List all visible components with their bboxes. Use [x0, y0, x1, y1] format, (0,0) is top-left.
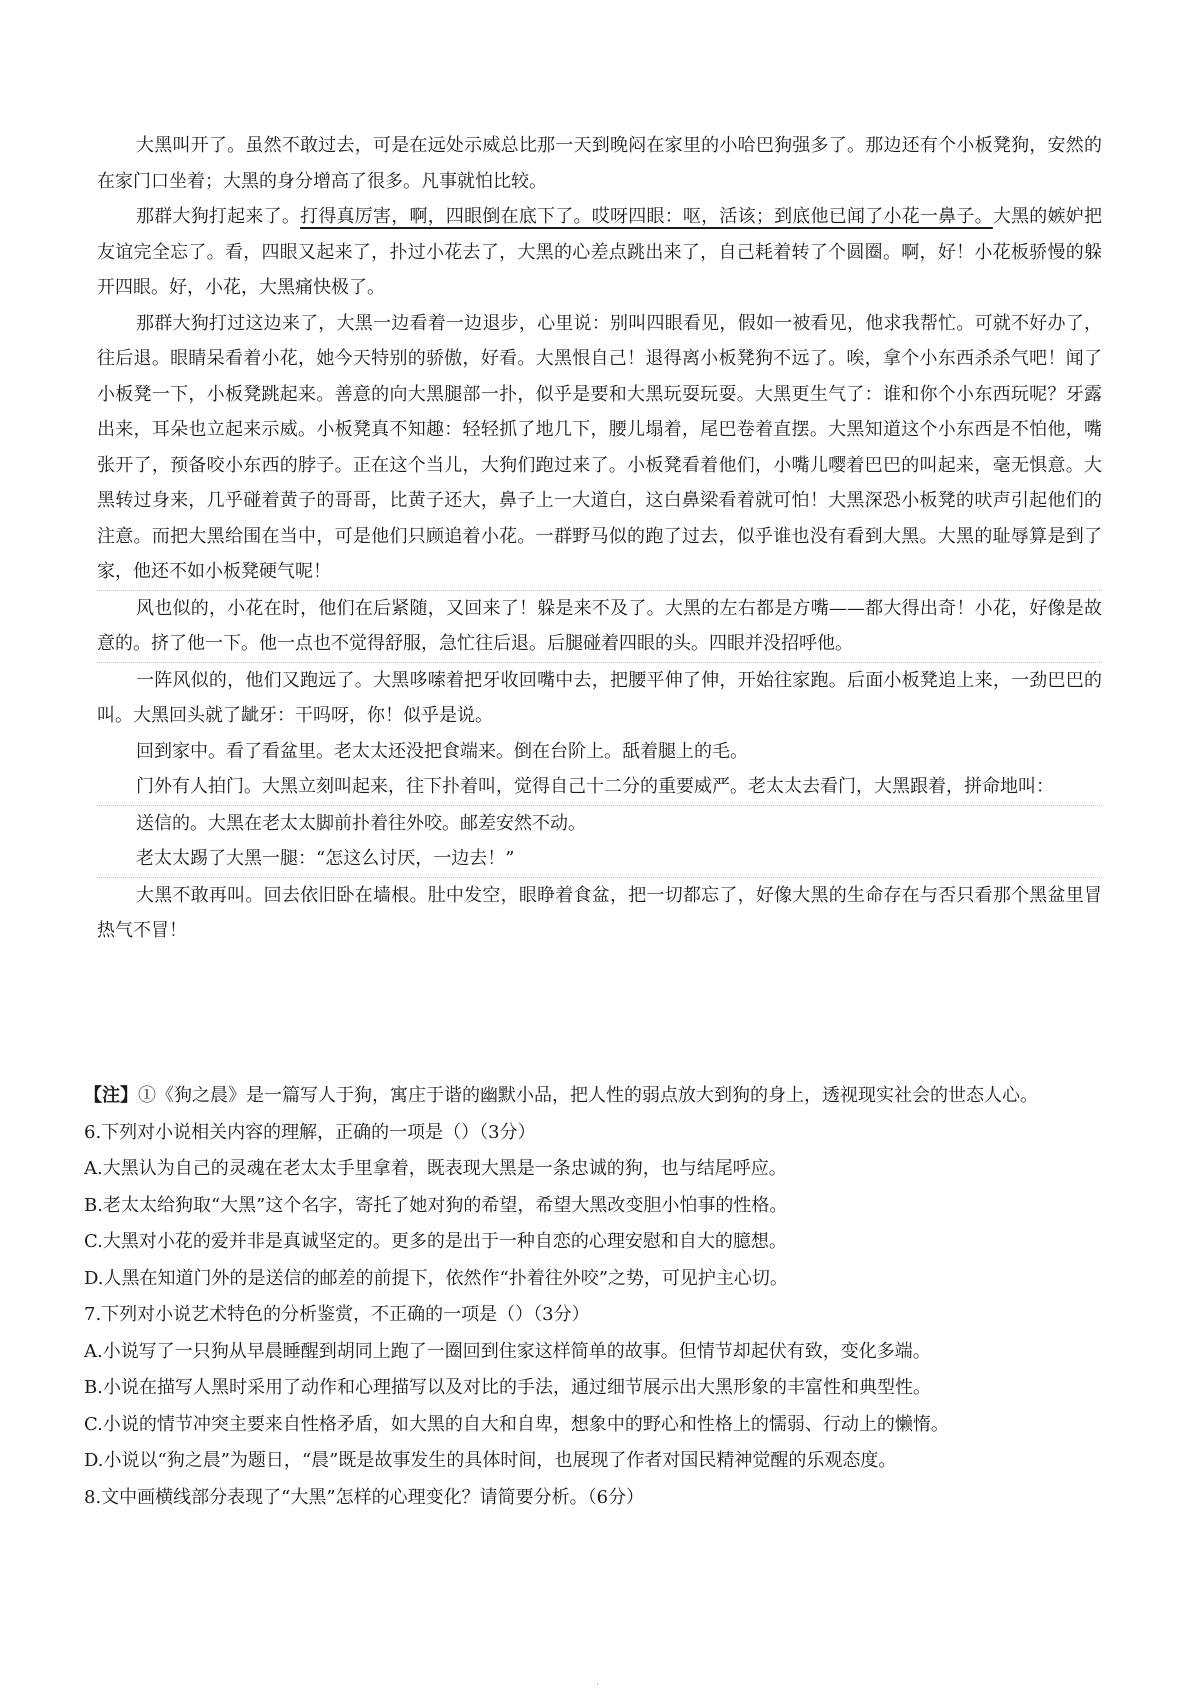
question-option: C.小说的情节冲突主要来自性格矛盾，如大黑的自大和自卑，想象中的野心和性格上的懦弱、行动上的懒惰。: [84, 1413, 949, 1435]
question-option: D.人黑在知道门外的是送信的邮差的前提下，依然作“扑着往外咬”之势，可见护主心切。: [84, 1267, 788, 1289]
footer-mark: ·: [596, 1680, 600, 1691]
question-option: B.老太太给狗取“大黑”这个名字，寄托了她对狗的希望，希望大黑改变胆小怕事的性格。: [84, 1194, 788, 1216]
passage-paragraph: 老太太踢了大黑一腿：“怎这么讨厌，一边去！”: [136, 848, 515, 869]
note-text: ①《狗之晨》是一篇写人于狗，寓庄于谐的幽默小品，把人性的弱点放大到狗的身上，透视现实社会的世态人心。: [138, 1085, 1038, 1106]
question-option: B.小说在描写人黑时采用了动作和心理描写以及对比的手法，通过细节展示出大黑形象的丰富性和典型性。: [84, 1377, 931, 1398]
passage-paragraph: 大黑叫开了。虽然不敢过去，可是在远处示威总比那一天到晚闷在家里的小哈巴狗强多了。那边还有个小板凳狗，安然的在家门口坐着；大黑的身分增高了很多。凡事就怕比较。: [97, 135, 1102, 192]
passage-paragraph: 一阵风似的，他们又跑远了。大黑哆嗦着把牙收回嘴中去，把腰平伸了伸，开始往家跑。后面小板凳追上来，一劲巴巴的叫。大黑回头就了龇牙：干吗呀，你！似乎是说。: [97, 669, 1102, 726]
paragraph-lead: 那群大狗打起来了。: [136, 206, 301, 227]
passage-paragraph: 那群大狗打过这边来了，大黑一边看着一边退步，心里说：别叫四眼看见，假如一被看见，他求我帮忙。可就不好办了，往后退。眼睛呆看着小花，她今天特别的骄傲，好看。大黑恨自己！退得离小板凳狗不远了。唉，拿个小东西杀杀气吧！闻了小板凳一下，小板凳跳起来。善意的向大黑腿部一扑，似乎是要和大黑玩耍玩耍。大黑更生气了：谁和你个小东西玩呢？牙露出来，耳朵也立起来示威。小板凳真不知趣：轻轻抓了地几下，腰儿塌着，尾巴卷着直摆。大黑知道这个小东西是不怕他，嘴张开了，预备咬小东西的脖子。正在这个当儿，大狗们跑过来了。小板凳看着他们，小嘴儿嘤着巴巴的叫起来，毫无惧意。大黑转过身来，几乎碰着黄子的哥哥，比黄子还大，鼻子上一大道白，这白鼻梁看着就可怕！大黑深恐小板凳的吠声引起他们的注意。而把大黑给围在当中，可是他们只顾追着小花。一群野马似的跑了过去，似乎谁也没有看到大黑。大黑的耻辱算是到了家，他还不如小板凳硬气呢！: [97, 312, 1102, 582]
passage-paragraph: 大黑不敢再叫。回去依旧卧在墙根。肚中发空，眼睁着食盆，把一切都忘了，好像大黑的生命存在与否只看那个黑盆里冒热气不冒！: [97, 884, 1102, 941]
note: [84, 1078, 1104, 1115]
question-option: D.小说以“狗之晨”为题日，“晨”既是故事发生的具体时间，也展现了作者对国民精神觉醒的乐观态度。: [84, 1450, 897, 1471]
question-option: A.小说写了一只狗从早晨睡醒到胡同上跑了一圈回到住家这样简单的故事。但情节却起伏有致，变化多端。: [84, 1340, 931, 1362]
question-option: C.大黑对小花的爱并非是真诚坚定的。更多的是出于一种自恋的心理安慰和自大的臆想。: [84, 1231, 787, 1252]
question-stem: 8.文中画横线部分表现了“大黑”怎样的心理变化？请简要分析。（6分）: [84, 1486, 645, 1508]
note-tag: 【注】: [84, 1085, 138, 1106]
questions-section: [84, 1078, 1104, 1516]
underlined-sentence: 打得真厉害，啊，四眼倒在底下了。哎呀四眼：呕，活该；到底他已闻了小花一鼻子。: [300, 206, 993, 227]
passage-paragraph: 风也似的，小花在时，他们在后紧随，又回来了！躲是来不及了。大黑的左右都是方嘴——都大得出奇！小花，好像是故意的。挤了他一下。他一点也不觉得舒服，急忙往后退。后腿碰着四眼的头。四眼并没招呼他。: [97, 597, 1102, 654]
question-option: A.大黑认为自己的灵魂在老太太手里拿着，既表现大黑是一条忠诚的狗，也与结尾呼应。: [84, 1158, 787, 1179]
passage-paragraph: 回到家中。看了看盆里。老太太还没把食端来。倒在台阶上。舐着腿上的毛。: [136, 740, 748, 762]
passage: [97, 128, 1102, 949]
passage-paragraph: 门外有人拍门。大黑立刻叫起来，往下扑着叫，觉得自己十二分的重要威严。老太太去看门，大黑跟着，拼命地叫：: [136, 776, 1054, 797]
question-stem: 7.下列对小说艺术特色的分析鉴赏，不正确的一项是（）（3分）: [84, 1304, 590, 1325]
paragraph-rest: 大黑的嫉妒把友谊完全忘了。看，四眼又起来了，扑过小花去了，大黑的心差点跳出来了，自己耗着转了个圆圈。啊，好！小花板骄慢的躲开四眼。好，小花，大黑痛快极了。: [97, 206, 1102, 298]
passage-paragraph: [97, 199, 1102, 306]
question-stem: 6.下列对小说相关内容的理解，正确的一项是（）（3分）: [84, 1121, 536, 1143]
passage-paragraph: 送信的。大黑在老太太脚前扑着往外咬。邮差安然不动。: [136, 812, 586, 834]
